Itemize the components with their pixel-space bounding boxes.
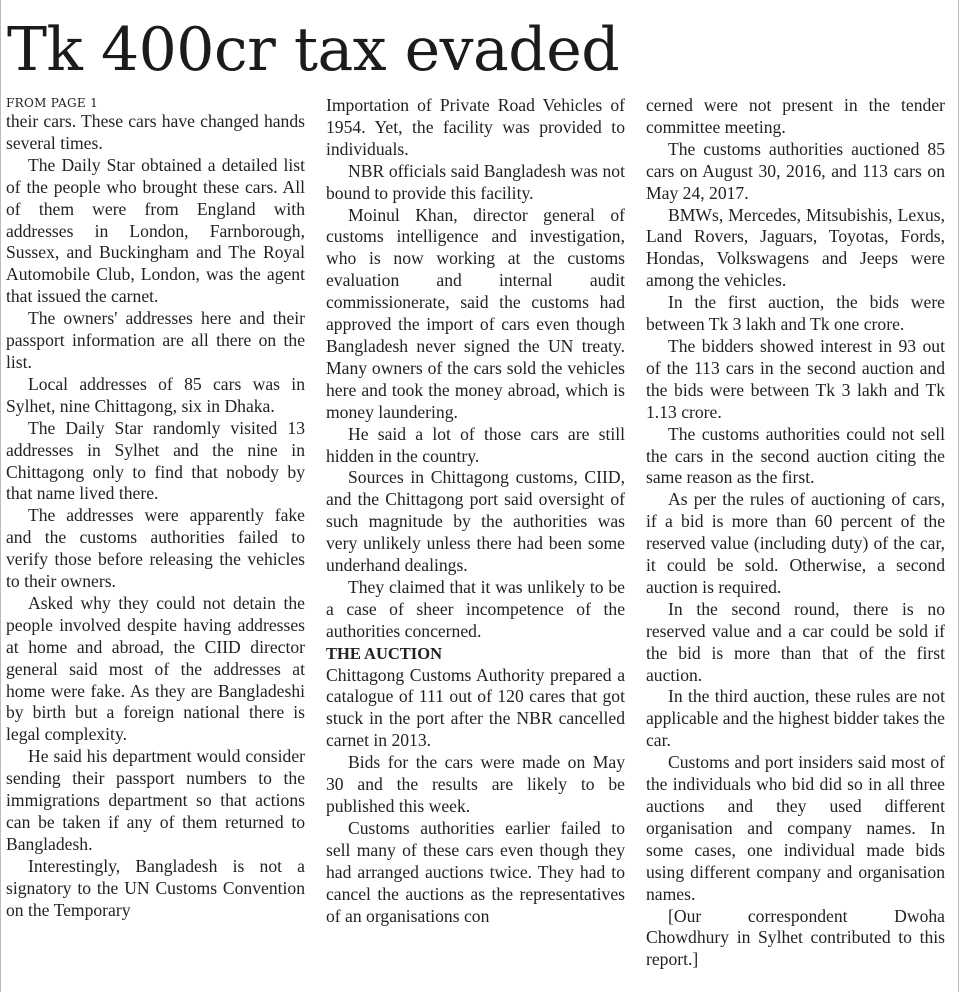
article-paragraph: The customs authorities auctioned 85 cars on August 30, 2016, and 113 cars on May 24, 2017. bbox=[646, 138, 945, 203]
article-paragraph: He said a lot of those cars are still hidden in the country. bbox=[326, 423, 625, 466]
article-paragraph: They claimed that it was unlikely to be a case of sheer incompetence of the authorities concerned. bbox=[326, 576, 625, 641]
article-paragraph: Local addresses of 85 cars was in Sylhet, nine Chittagong, six in Dhaka. bbox=[6, 373, 305, 416]
article-paragraph: Sources in Chittagong customs, CIID, and the Chittagong port said oversight of such magnitude by the authorities was very unlikely unless there had been some underhand dealings. bbox=[326, 467, 625, 576]
article-paragraph: [Our correspondent Dwoha Chowdhury in Sylhet contributed to this report.] bbox=[646, 905, 945, 970]
article-paragraph: Interestingly, Bangladesh is not a signatory to the UN Customs Convention on the Temporary bbox=[6, 855, 305, 920]
column-3 bbox=[646, 95, 945, 988]
article-paragraph: Moinul Khan, director general of customs intelligence and investigation, who is now working at the customs evaluation and internal audit commissionerate, said the customs had approved the import of cars even though Bangladesh never signed the UN treaty. Many owners of the cars sold the vehicles here and took the money abroad, which is money laundering. bbox=[326, 204, 625, 422]
continued-from-label: FROM PAGE 1 bbox=[6, 96, 99, 110]
article-paragraph: Asked why they could not detain the people involved despite having addresses at home and abroad, the CIID director general said most of the addresses at home were fake. As they are Bangladeshi by birth but a foreign national there is legal complexity. bbox=[6, 592, 305, 745]
article-paragraph: The customs authorities could not sell the cars in the second auction citing the same reason as the first. bbox=[646, 423, 945, 488]
article-paragraph: NBR officials said Bangladesh was not bound to provide this facility. bbox=[326, 160, 625, 203]
article-paragraph: BMWs, Mercedes, Mitsubishis, Lexus, Land Rovers, Jaguars, Toyotas, Fords, Hondas, Volkswagens and Jeeps were among the vehicles. bbox=[646, 204, 945, 291]
article-paragraph: In the first auction, the bids were between Tk 3 lakh and Tk one crore. bbox=[646, 292, 945, 335]
article-paragraph: Bids for the cars were made on May 30 and the results are likely to be published this week. bbox=[326, 752, 625, 816]
article-paragraph: He said his department would consider sending their passport numbers to the immigrations department so that actions can be taken if any of them returned to Bangladesh. bbox=[6, 746, 305, 854]
article-paragraph: The bidders showed interest in 93 out of the 113 cars in the second auction and the bids were between Tk 3 lakh and Tk 1.13 crore. bbox=[646, 335, 945, 422]
article-paragraph: their cars. These cars have changed hands several times. bbox=[6, 111, 305, 153]
article-paragraph: In the second round, there is no reserved value and a car could be sold if the bid is more than that of the first auction. bbox=[646, 598, 945, 685]
headline: Tk 400cr tax evaded bbox=[7, 15, 620, 85]
article-paragraph: cerned were not present in the tender committee meeting. bbox=[646, 95, 945, 137]
article-paragraph: Customs and port insiders said most of the individuals who bid did so in all three auctions and they used different organisation and company names. In some cases, one individual made bids using different company and organisation names. bbox=[646, 752, 945, 904]
article-paragraph: Customs authorities earlier failed to sell many of these cars even though they had arranged auctions twice. They had to cancel the auctions as the representatives of an organisations con bbox=[326, 817, 625, 926]
article-paragraph: Chittagong Customs Authority prepared a catalogue of 111 out of 120 cares that got stuck in the port after the NBR cancelled carnet in 2013. bbox=[326, 664, 625, 751]
article-paragraph: The owners' addresses here and their passport information are all there on the list. bbox=[6, 308, 305, 372]
column-2 bbox=[326, 95, 625, 988]
article-paragraph: In the third auction, these rules are not applicable and the highest bidder takes the car. bbox=[646, 686, 945, 751]
article-paragraph: The Daily Star randomly visited 13 addresses in Sylhet and the nine in Chittagong only to find that nobody by that name lived there. bbox=[6, 417, 305, 504]
article-paragraph: Importation of Private Road Vehicles of 1954. Yet, the facility was provided to individuals. bbox=[326, 95, 625, 159]
column-1 bbox=[6, 95, 305, 988]
section-subhead: THE AUCTION bbox=[326, 643, 442, 663]
article-paragraph: As per the rules of auctioning of cars, if a bid is more than 60 percent of the reserved value (including duty) of the car, it could be sold. Otherwise, a second auction is required. bbox=[646, 489, 945, 597]
article-paragraph: The addresses were apparently fake and the customs authorities failed to verify those before releasing the vehicles to their owners. bbox=[6, 505, 305, 592]
article-paragraph: The Daily Star obtained a detailed list of the people who brought these cars. All of them were from England with addresses in London, Farnborough, Sussex, and Buckingham and The Royal Automobile Club, London, was the agent that issued the carnet. bbox=[6, 154, 305, 307]
